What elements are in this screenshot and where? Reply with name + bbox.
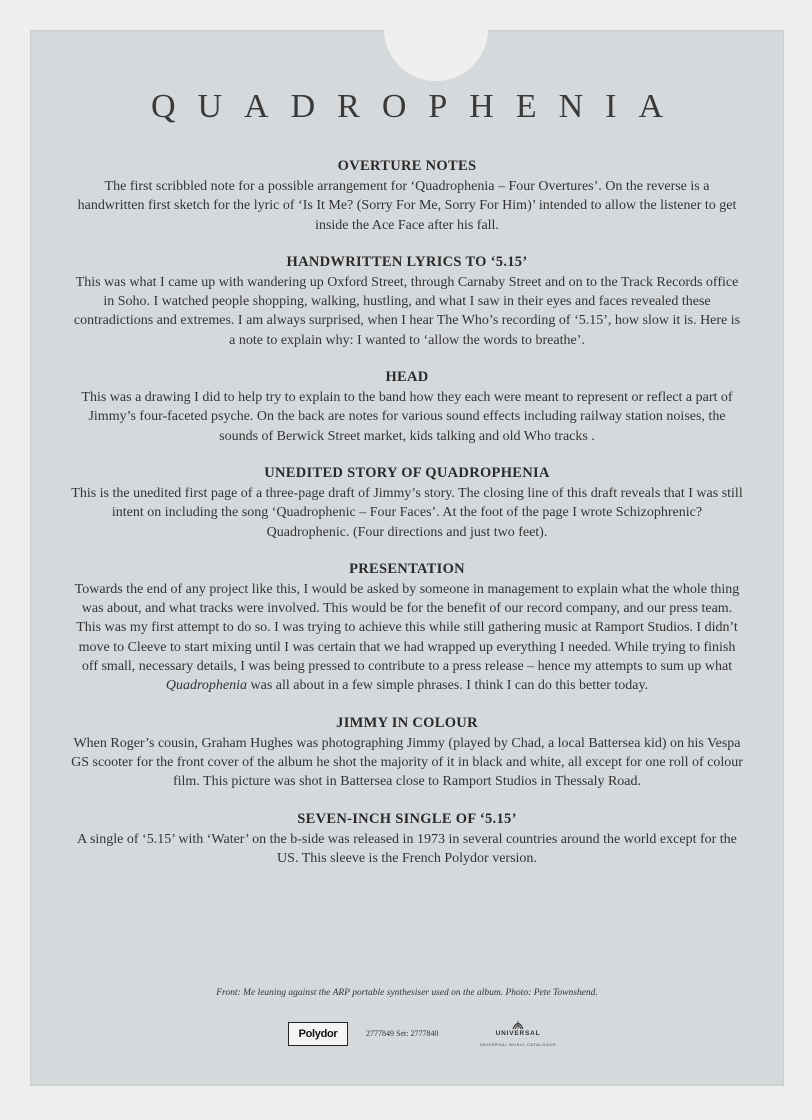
section-heading: OVERTURE NOTES [337, 158, 477, 174]
section-heading: JIMMY IN COLOUR [336, 714, 478, 731]
page-notch [384, 29, 488, 81]
globe-icon [511, 1020, 525, 1030]
notes-content [70, 158, 744, 887]
section-heading: SEVEN-INCH SINGLE OF ‘5.15’ [297, 810, 517, 827]
section-heading: PRESENTATION [349, 560, 465, 577]
section-body-text: was all about in a few simple phrases. I think I can do this better today. [247, 678, 649, 694]
booklet-page [30, 30, 784, 1086]
section-overture-notes [70, 158, 744, 235]
section-body-text: Towards the end of any project like this, I would be asked by someone in management to explain what the whole thing was about, and what tracks were involved. This would be for the benefit of our record company, and our press team. This was my first attempt to do so. I was trying to achieve this while still gathering music at Ramport Studios. I didn’t move to Cleeve to start mixing until I was certain that we had wrapped up everything I needed. While trying to finish off small, necessary details, I was being pressed to contribute to a press release – hence my attempts to sum up what [74, 581, 740, 675]
section-heading: HANDWRITTEN LYRICS TO ‘5.15’ [286, 253, 528, 270]
section-head [70, 369, 744, 446]
page-title: QUADROPHENIA [150, 88, 686, 125]
section-body: When Roger’s cousin, Graham Hughes was photographing Jimmy (played by Chad, a local Battersea kid) on his Vespa GS scooter for the front cover of the album he shot the majority of it in black and white, all except for one roll of colour film. This picture was shot in Battersea close to Ramport Studios in Thessaly Road. [71, 735, 743, 790]
section-body [70, 580, 744, 696]
section-jimmy-in-colour [70, 715, 744, 792]
universal-name: UNIVERSAL [495, 1030, 541, 1037]
catalog-number: 2777849 Set: 2777840 [366, 1029, 439, 1038]
section-body: The first scribbled note for a possible arrangement for ‘Quadrophenia – Four Overtures’. On the reverse is a handwritten first sketch for the lyric of ‘Is It Me? (Sorry For Me, Sorry For Him)’ intended to allow the listener to get inside the Ace Face after his fall. [77, 179, 737, 233]
section-body: A single of ‘5.15’ with ‘Water’ on the b-side was released in 1973 in several countries around the world except for the US. This sleeve is the French Polydor version. [77, 831, 737, 866]
polydor-logo: Polydor [288, 1022, 348, 1046]
section-body: This was what I came up with wandering up Oxford Street, through Carnaby Street and on to the Track Records office in Soho. I watched people shopping, walking, hustling, and what I saw in their eyes and faces revealed these contradictions and extremes. I am always surprised, when I hear The Who’s recording of ‘5.15’, how slow it is. Here is a note to explain why: I wanted to ‘allow the words to breathe’. [73, 274, 741, 348]
section-handwritten-lyrics [70, 254, 744, 350]
section-presentation [70, 561, 744, 696]
section-heading: UNEDITED STORY OF QUADROPHENIA [264, 464, 550, 481]
universal-subtitle: UNIVERSAL MUSIC CATALOGUE [479, 1042, 557, 1047]
section-heading: HEAD [385, 369, 429, 386]
section-body: This was a drawing I did to help try to explain to the band how they each were meant to represent or reflect a part of Jimmy’s four-faceted psyche. On the back are notes for various sound effects including railway station noises, the sounds of Berwick Street market, kids talking and old Who tracks . [81, 390, 733, 444]
footer [30, 1020, 784, 1054]
section-seven-inch-single [70, 811, 744, 869]
section-body: This is the unedited first page of a three-page draft of Jimmy’s story. The closing line of this draft reveals that I was still intent on including the song ‘Quadrophenic – Four Faces’. At the foot of the page I wrote Schizophrenic? Quadrophenic. (Four directions and just two feet). [71, 485, 743, 540]
photo-caption: Front: Me leaning against the ARP portable synthesiser used on the album. Photo: Pete Townshend. [216, 988, 598, 998]
section-unedited-story [70, 465, 744, 542]
album-title-italic: Quadrophenia [165, 678, 248, 694]
universal-logo [478, 1020, 558, 1047]
